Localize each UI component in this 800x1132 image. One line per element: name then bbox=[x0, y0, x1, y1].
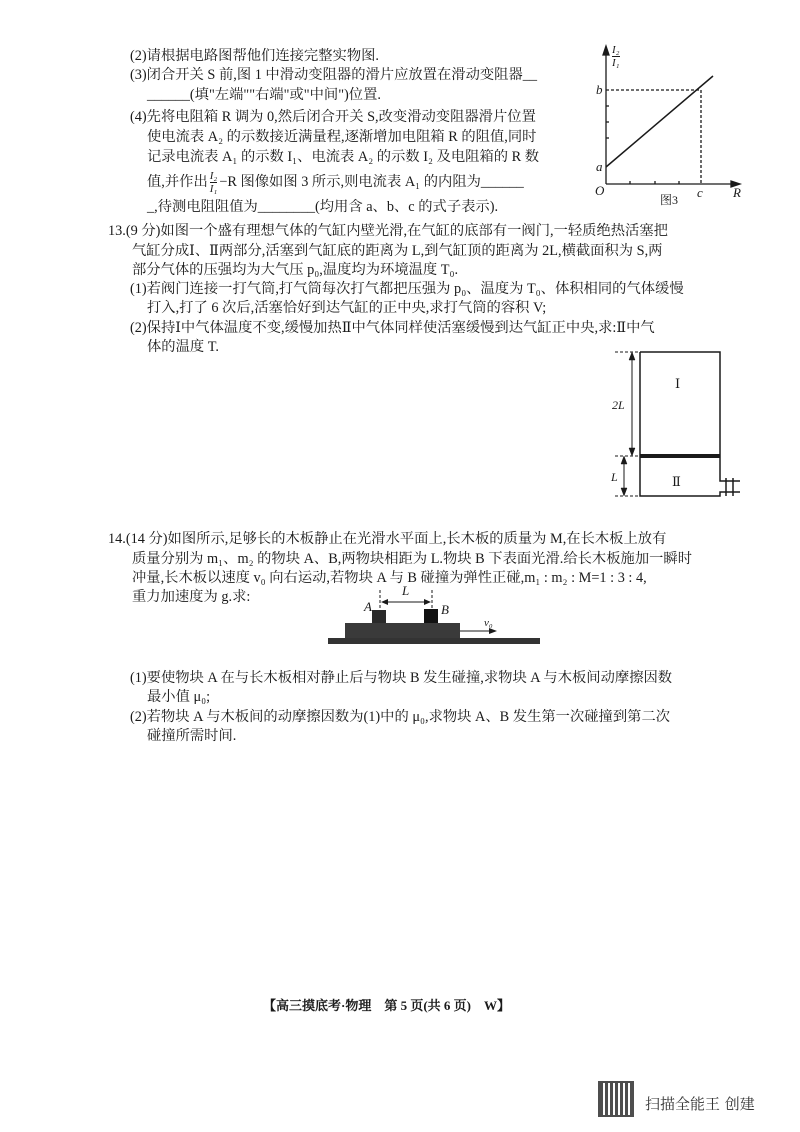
y-num: I₂ bbox=[612, 44, 620, 56]
graph-y-label bbox=[610, 44, 622, 69]
q12-part4-line3: 记录电流表 A₁ 的示数 I₁、电流表 A₂ 的示数 I₂ 及电阻箱的 R 数 bbox=[147, 149, 540, 165]
text: −R 图像如图 3 所示,则电流表 A₁ 的内阻为______ bbox=[219, 173, 524, 190]
block-b-label: B bbox=[441, 602, 449, 617]
cylinder-label-lower: Ⅱ bbox=[672, 474, 681, 489]
page-footer: 【高三摸底考·物理 第 5 页(共 6 页) W】 bbox=[263, 998, 510, 1013]
q13-line3: 部分气体的压强均为大气压 p₀,温度均为环境温度 T₀. bbox=[132, 262, 459, 278]
q14-line4: 重力加速度为 g.求: bbox=[132, 589, 251, 605]
q14-part1-line1: (1)要使物块 A 在与长木板相对静止后与物块 B 发生碰撞,求物块 A 与木板间动摩擦因数 bbox=[130, 670, 673, 686]
q12-part3-line1: (3)闭合开关 S 前,图 1 中滑动变阻器的滑片应放置在滑动变阻器__ bbox=[130, 67, 538, 83]
q13-line2: 气缸分成Ⅰ、Ⅱ两部分,活塞到气缸底的距离为 L,到气缸顶的距离为 2L,横截面积为 S,两 bbox=[132, 243, 663, 259]
distance-l-label: L bbox=[402, 583, 410, 598]
graph-origin-label: O bbox=[595, 183, 605, 198]
q12-part4-line2: 使电流表 A₂ 的示数接近满量程,逐渐增加电阻箱 R 的阻值,同时 bbox=[147, 129, 537, 145]
graph-x-label: R bbox=[733, 185, 741, 200]
denominator: I₁ bbox=[209, 183, 218, 195]
q13-line1: 13.(9 分)如图一个盛有理想气体的气缸内壁光滑,在气缸的底部有一阀门,一轻质绝热活塞把 bbox=[108, 223, 668, 239]
q14-part2-line2: 碰撞所需时间. bbox=[147, 728, 237, 744]
q12-part2: (2)请根据电路图帮他们连接完整实物图. bbox=[130, 48, 379, 64]
numerator: I₂ bbox=[209, 170, 218, 182]
qr-code-icon bbox=[600, 1083, 632, 1115]
q13-part2-line2: 体的温度 T. bbox=[147, 339, 220, 355]
q13-part2-line1: (2)保持Ⅰ中气体温度不变,缓慢加热Ⅱ中气体同样使活塞缓慢到达气缸正中央,求:Ⅱ中气 bbox=[130, 320, 655, 336]
block-a-label: A bbox=[364, 599, 372, 614]
board-blocks-figure bbox=[328, 590, 540, 644]
cylinder-dim-lower: L bbox=[611, 470, 618, 484]
q14-line1: 14.(14 分)如图所示,足够长的木板静止在光滑水平面上,长木板的质量为 M,在长木板上放有 bbox=[108, 531, 667, 547]
graph-a-label: a bbox=[596, 159, 603, 174]
cylinder-dim-upper: 2L bbox=[612, 398, 625, 412]
y-den: I₁ bbox=[612, 57, 620, 69]
q14-part1-line2: 最小值 μ₀; bbox=[147, 689, 211, 705]
graph-b-label: b bbox=[596, 82, 603, 97]
q12-part4-line1: (4)先将电阻箱 R 调为 0,然后闭合开关 S,改变滑动变阻器滑片位置 bbox=[130, 109, 536, 125]
graph-caption: 图3 bbox=[660, 193, 679, 207]
q12-part4-line5: _,待测电阻阻值为________(均用含 a、b、c 的式子表示). bbox=[147, 199, 499, 215]
q14-line2: 质量分别为 m₁、m₂ 的物块 A、B,两物块相距为 L.物块 B 下表面光滑.给长木板施加一瞬时 bbox=[132, 551, 693, 567]
scanner-watermark: 扫描全能王 创建 bbox=[645, 1095, 755, 1113]
q12-part3-line2: ______(填"左端""右端"或"中间")位置. bbox=[147, 87, 381, 103]
q13-part1-line1: (1)若阀门连接一打气筒,打气筒每次打气都把压强为 p₀、温度为 T₀、体积相同的气体缓慢 bbox=[130, 281, 684, 297]
q14-line3: 冲量,长木板以速度 v₀ 向右运动,若物块 A 与 B 碰撞为弹性正碰,m₁ : m₂ : M=1 : 3 : 4, bbox=[132, 570, 647, 586]
q14-part2-line1: (2)若物块 A 与木板间的动摩擦因数为(1)中的 μ₀,求物块 A、B 发生第一次碰撞到第二次 bbox=[130, 709, 671, 725]
graph-c-label: c bbox=[697, 185, 703, 200]
velocity-label: v₀ bbox=[484, 617, 493, 629]
text: 值,并作出 bbox=[147, 173, 208, 190]
cylinder-label-upper: Ⅰ bbox=[675, 376, 681, 391]
q13-part1-line2: 打入,打了 6 次后,活塞恰好到达气缸的正中央,求打气筒的容积 V; bbox=[147, 300, 547, 316]
